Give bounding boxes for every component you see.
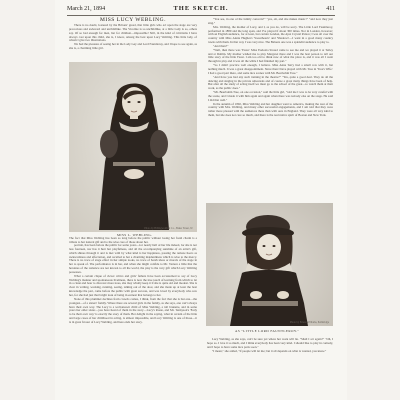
paragraph: None of this plummet declines from crowds comes, I think, from the fact that she is but one—the youngest—of a sisters' family. Where there are several girls in the family, as she says, one can't always have their own way. The Lucy is a well-known child of Miss Webling, a tall brunette, and in some years her elder sister—you have heard of them in the story—Lucy's Rosie, and Mr. Tennyson's 'Eady to be their own way' is exactly the story of them. Her delight in the saying, what in certain of the little and large cases of her childhood in acting, is almost impossible, and Lucy Webling is one of those—it is in great favour of Lucy Webling, and here ends her story. <box>69 296 197 324</box>
portrait-figure-illustration <box>69 62 197 232</box>
paragraph: In the autumn of 1892, Miss Webling and her daughter went to America, making the tour of the country with Mrs. Webling, and many other successful engagements, and I am told that they were rather more pleased with the audiences there than with ours in England. They were all very kind to them, but she does not care so much, and there is the real native spirit of Boston and New York. <box>208 101 333 118</box>
photo-caption: MISS L. WEBLING. <box>117 233 153 237</box>
paragraph: We had the pleasure of seeing her in the Lady Gay and Lord Fauntleroy, and I hope to see again, as she is, a charming little girl. <box>69 42 197 51</box>
photo-credit: Photo by Ernest Williams, Pembridge <box>289 321 329 324</box>
paragraph: "I mean," she added, "if people will let me; but it all depends on what is wanted, you know." <box>212 348 327 353</box>
fauntleroy-figure-illustration <box>206 203 333 326</box>
right-column-top <box>208 18 333 201</box>
paragraph: "And have you had any such training in the theatre?" "Yes, quite a good deal. They do all the dancing and singing in the private rehearsals and of course a great many things have been of help. But after all the study of acting itself we must go to the school of the great—to watch them at their work, as the public does." <box>208 74 333 91</box>
paragraph: "Mr. Beerbohm Tree, on one occasion," said the little girl, "told me I was to be very careful with the scene, and I made it with him again and again when there was nobody else on the stage. He said I did that well." <box>208 90 333 102</box>
article-title: MISS LUCY WEBLING. <box>100 17 166 23</box>
header-rule <box>67 15 335 16</box>
left-column-top <box>69 24 197 60</box>
left-column-bottom <box>69 244 197 390</box>
magazine-title: THE SKETCH. <box>173 5 229 12</box>
paragraph: Mrs. Webling, the mother of Lucy, and I, as you do, will be sorry. The Little Lord Fauntleroy, performed in 1889 and the long span, and I've played if about 300 times. Not in London, however; with an English audience, for at least, but certain London, the Ajax Crystal Palace; I was all over the country with Miss Annie Hughes's 'Sweethearts' and 'Shadows'—I went in a good many country towns with them. In that way I was very nice. The Baluers one was a splendid audience to play to. <box>208 24 333 45</box>
paragraph: What a certain clique of clever critics and girls' fathers have been accustomed to say of Lucy Webling's manner and spontaneous liveliness, there is now the true touch of learning from which to let in a clean and bear to discover more trees, she may wholly keep it if she is quite old and modest. She is clear in writing, working, running, seeing, talking out of the door, and she made up at least the best knowledge the part, came before the public with great success, and was loved by everybody who saw her, for she had just that bright look of being in earnest that belongs to her. <box>69 273 197 297</box>
magazine-page <box>55 0 347 400</box>
issue-date: March 21, 1894 <box>67 6 106 12</box>
paragraph: Lucy Webling, as she says, can't be sure yet where her work will lie. "Shall I act again?" "Oh, I hope so. I love it so much, and I think everybody has been very kind. I should like to play in comedy, and I hope to have some nice parts soon." <box>207 337 333 349</box>
page-number: 411 <box>326 6 335 12</box>
photo-credit: Photo by Hillingworth & Co., Baker Street, W. <box>144 227 193 230</box>
paragraph: "You see, in one of the family concerts?" "yes, oh, and she makes music!" "and now they just sing." <box>208 18 333 25</box>
portrait-photo-miss-webling <box>69 62 197 232</box>
paragraph: "And then?" <box>213 43 229 48</box>
paragraph: "Well, then there was 'Faust.' Miss Eudoxia Stroud came to see me and we played it at Tetley and at Dublin. My mother wished me to play Margaret there and I was the best person to tell our little story of the little Faust. I am too old to think now of what the place is, and it was all I went through in play and it was all the while I had finished my part." <box>208 47 333 64</box>
photo-caption: AS "LITTLE LORD FAUNTLEROY." <box>235 329 300 333</box>
paragraph: There is no doubt, fostered by the Britons' greed, that little girls who act upon the stage are very precocious and awkward and unchildlike. The Vicomte is so unchildlike, at a little Lady is so, others say. Of so bad enough for men, but for children—impossible! Still, in the kind of criticisms I have always cast upon this child, she is, I know, among the best upon Lucy Webling. This little lady, of whom I give two illustrations. <box>69 24 197 43</box>
portrait-photo-fauntleroy <box>206 203 333 326</box>
page-header <box>67 4 335 14</box>
lead-in-paragraph: The fact that Miss Webling has been so long before the public without losing her fresh charm is a tribute to her natural gift and to the wise care of those about her. <box>69 236 197 244</box>
paragraph: "So I didn't practice well enough, I believe. Miss Anne Terry had a small row with it, but nothing much. It was a great disappointment. Since then I have played with Mr. Tree in 'Tree's Wife.' I had a good part there, and some nice scenes with Mr. Beerbohm Tree." <box>208 63 333 75</box>
right-column-bottom <box>207 338 333 390</box>
paragraph: portrait, has been before the public for some years—for nearly half of her life indeed, for she is not less fourteen, nor has it hurt her playfulness, and all the accompanying sunshine of an artist's gift, which shines through it and is met with by what kind is her happiness, passing the remote hoots as awkwardness and affectation, and recalled to her a charming maidenliness which is wise to the mercy. There is no trace of stage effect in her simple looks, no trace of harsh ideas or morals of the stage in her to speak of. The performance is in her, and when she might confide to Mr. Vernon a little that the heroines of the romance are not known to all the world, the play is the very gift which Lucy Webling possesses. <box>69 244 197 274</box>
